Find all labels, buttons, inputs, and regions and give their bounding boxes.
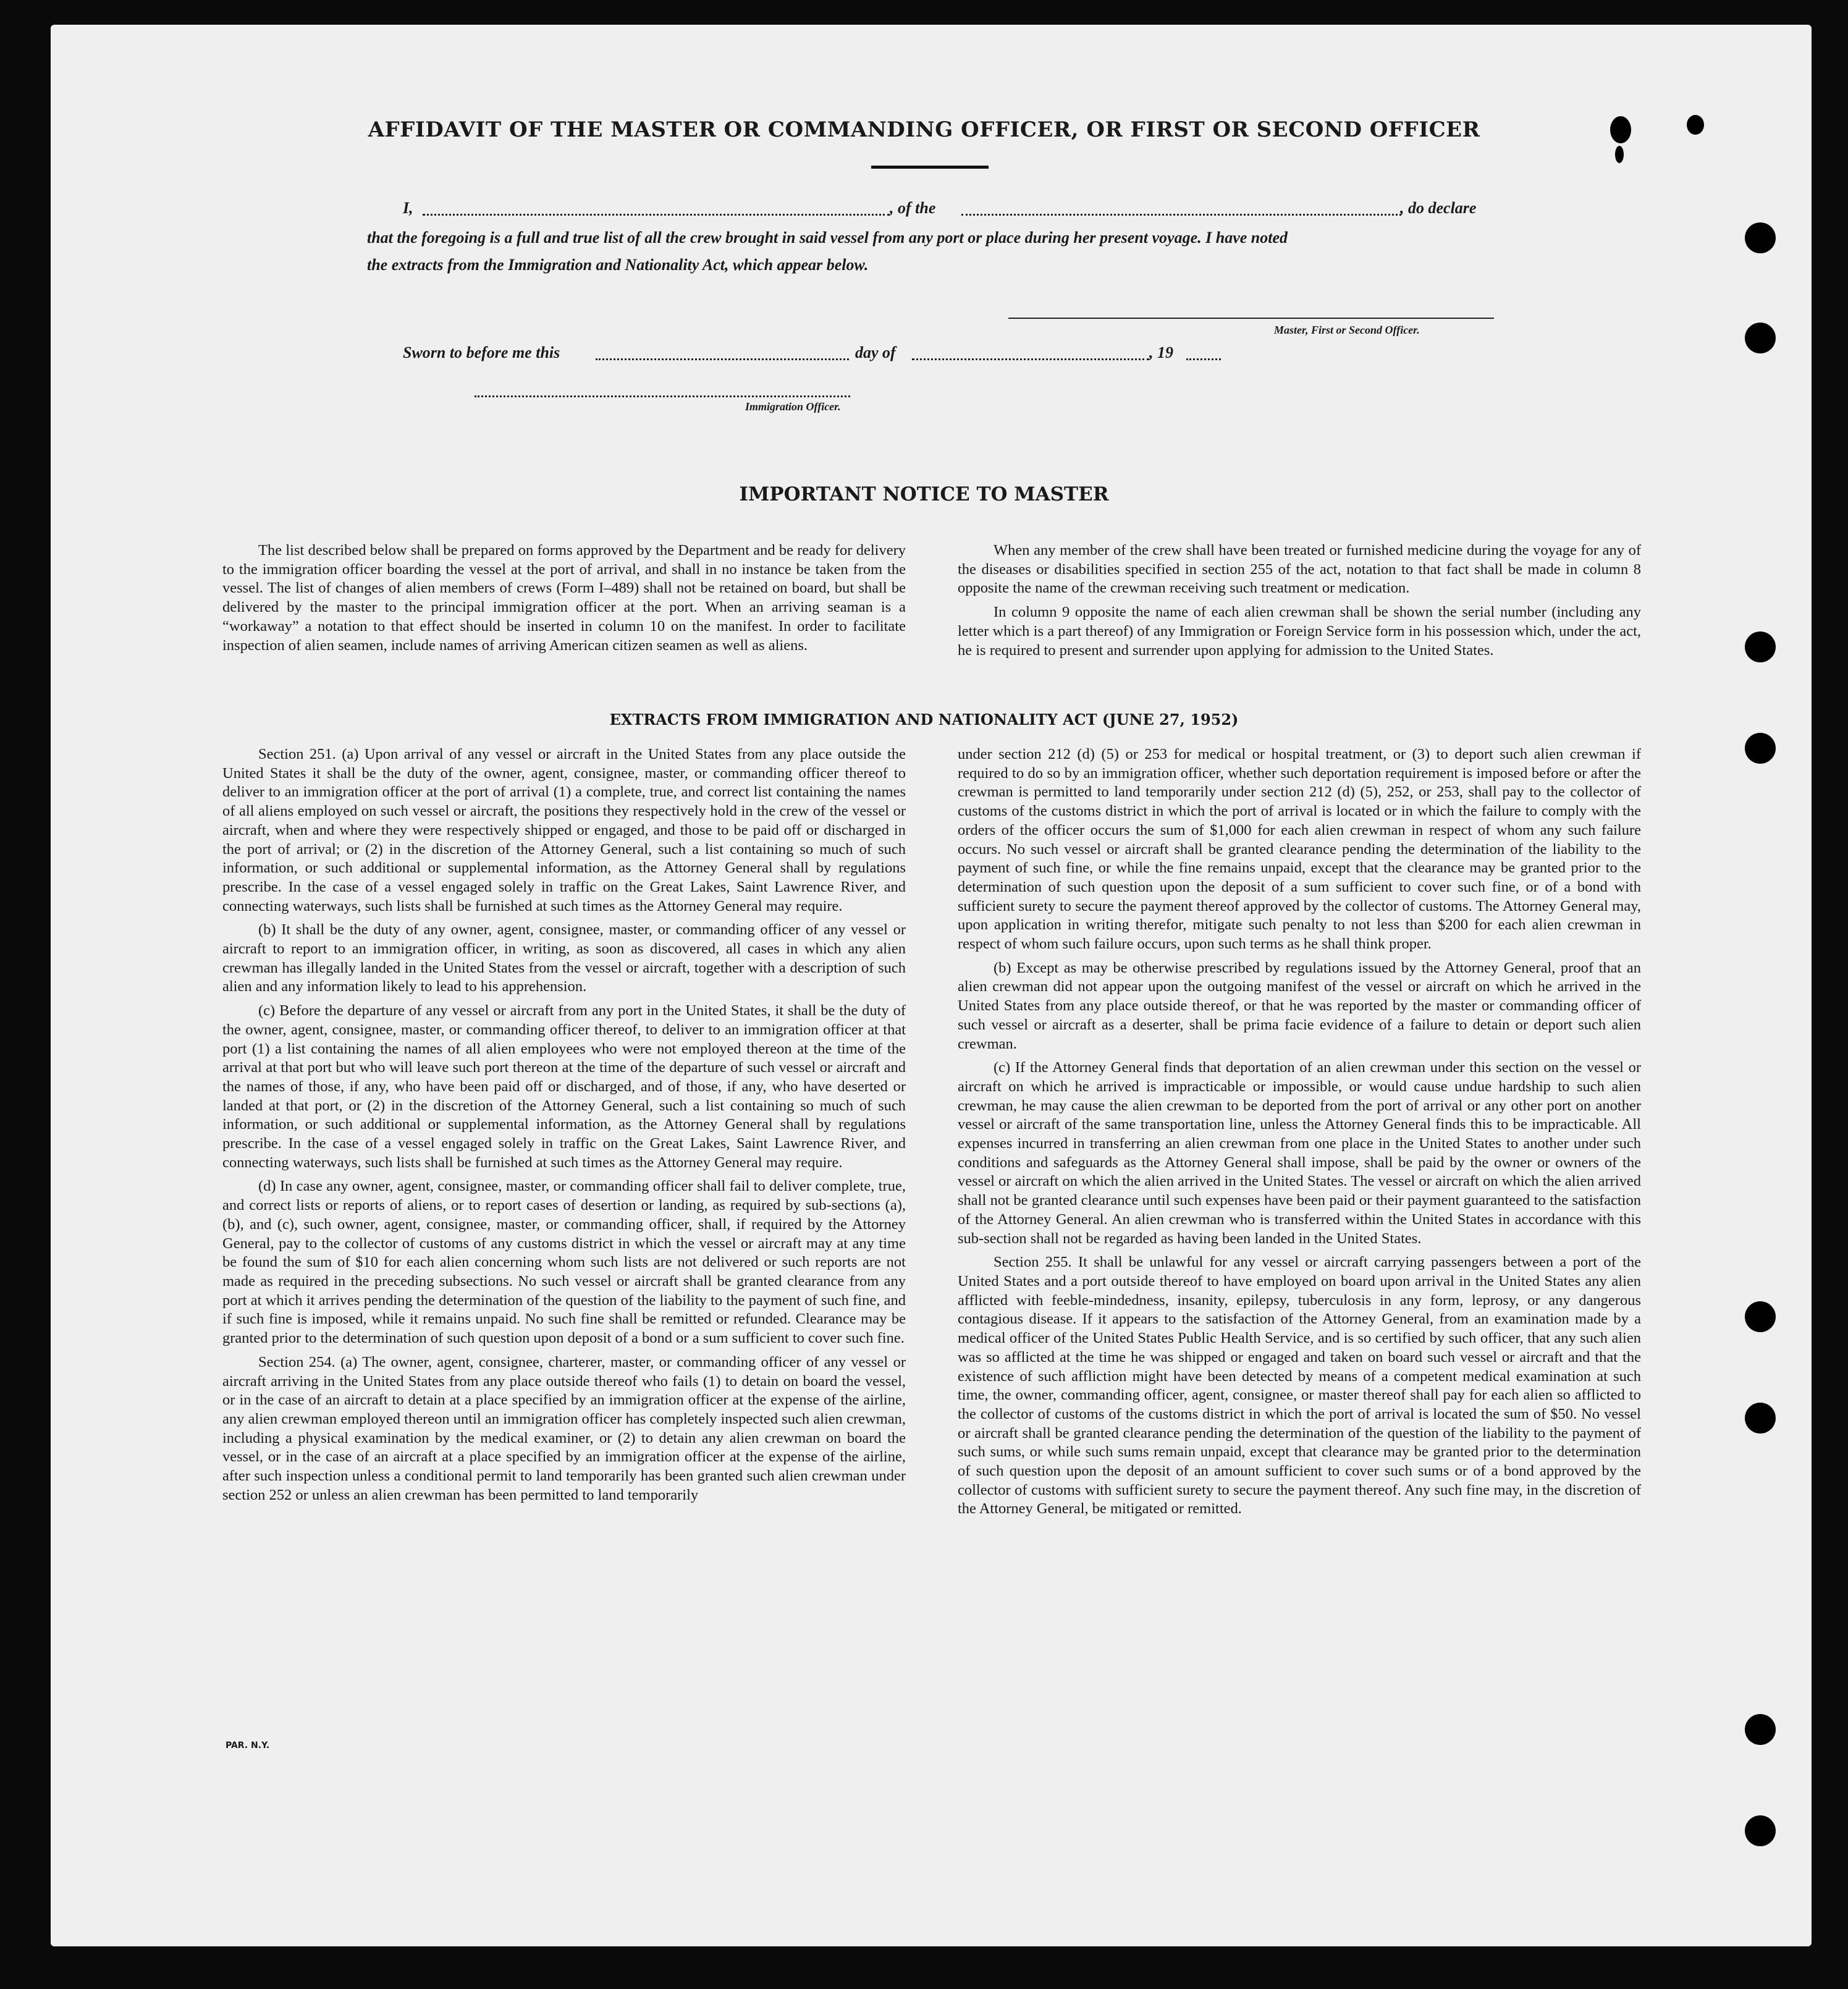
section-254-c: (c) If the Attorney General finds that deportation of an alien crewman under this section on the vessel or aircraft on which he arrived is impracticable or impossible, or would cause undue hardship to such alien crewman, he may cause the alien crewman to be deported from the port of arrival or any other port on another vessel or aircraft of the same transportation line, unless the Attorney General finds this to be impracticable. All expenses incurred in transferring an alien crewman from one place in the United States to another under such conditions and safeguards as the Attorney General shall impose, shall be paid by the owner or owners of the vessel or aircraft on which the alien arrived in the United States. The vessel or aircraft on which the alien arrived shall not be granted clearance until such expenses have been paid or their payment guaranteed to the satisfaction of the Attorney General. An alien crewman who is transferred within the United States in accordance with this sub-section shall not be regarded as having been landed in the United States. (958, 1059, 1641, 1247)
punch-hole (1745, 733, 1776, 764)
section-254-b: (b) Except as may be otherwise prescribed by regulations issued by the Attorney General, proof that an alien crewman did not appear upon the outgoing manifest of the vessel or aircraft on which he arrived in the United States from any place outside thereof, or that he was reported by the master or commanding officer of such vessel or aircraft as a deserter, shall be prima facie evidence of a failure to detain or deport such alien crewman. (958, 959, 1641, 1052)
notice-right-column (958, 541, 1641, 665)
punch-hole (1745, 222, 1776, 253)
title-rule (871, 166, 989, 169)
year-prefix: , 19 (1149, 344, 1173, 361)
section-251-d: (d) In case any owner, agent, consignee, master, or commanding officer shall fail to deliver complete, true, and correct lists or reports of aliens, or to report cases of desertion or landing, as required by sub-sections (a), (b), and (c), such owner, agent, consignee, master, or commanding officer, shall, if required by the Attorney General, pay to the collector of customs of any customs district in which the vessel or aircraft may at any time be found the sum of $10 for each alien concerning whom such lists are not delivered or such reports are not made as required in the preceding subsections. No such vessel or aircraft shall be granted clearance from any port at which it arrives pending the determination of the question of the liability to the payment of such fine, and if such fine is imposed, while it remains unpaid. No such fine shall be remitted or refunded. Clearance may be granted prior to the determination of such question upon deposit of a bond or a sum sufficient to cover such fine. (222, 1178, 906, 1347)
section-251-b: (b) It shall be the duty of any owner, agent, consignee, master, or commanding officer of any vessel or aircraft to report to an immigration officer, in writing, as soon as discovered, all cases in which any alien crewman has illegally landed in the United States from the vessel or aircraft, together with a description of such alien and any information likely to lead to his apprehension. (222, 921, 906, 995)
declaration-of-the: , of the (890, 199, 936, 217)
vessel-field[interactable] (961, 214, 1401, 216)
master-signature-line[interactable] (1008, 318, 1494, 319)
punch-hole (1745, 1301, 1776, 1332)
section-254-a-continued: under section 212 (d) (5) or 253 for medical or hospital treatment, or (3) to deport such alien crewman if required to do so by an immigration officer, whether such deportation requirement is imposed before or after the crewman is permitted to land temporarily under section 212 (d) (5), 252, or 253, shall pay to the collector of customs of the customs district in which the port of arrival is located or in which the failure to comply with the orders of the officer occurs the sum of $1,000 for each alien crewman in respect of whom any such failure occurs. No such vessel or aircraft shall be granted clearance pending the determination of the liability to the payment of such fine, or while the fine remains unpaid, except that the clearance may be granted prior to the determination of such question upon the deposit of a sum sufficient to cover such fine, or of a bond with sufficient surety to secure the payment thereof approved by the collector of customs. The Attorney General may, upon application in writing therefor, mitigate such penalty to not less than $200 for each alien crewman in respect of whom such failure occurs, upon such terms as he shall think proper. (958, 746, 1641, 953)
punch-hole (1745, 1714, 1776, 1745)
officer-signature-line[interactable] (475, 395, 850, 397)
notice-left-column (222, 541, 906, 660)
extracts-left-column (222, 745, 906, 1510)
statement-line-1: that the foregoing is a full and true list of all the crew brought in said vessel from any port or place during her present voyage. I have noted (367, 229, 1288, 247)
notice-paragraph: The list described below shall be prepared on forms approved by the Department and be ready for delivery to the immigration officer boarding the vessel at the port of arrival, and shall in no instance be taken from the vessel. The list of changes of alien members of crews (Form I–489) shall not be retained on board, but shall be delivered by the master to the principal immigration officer at the port. When an arriving seaman is a “workaway” a notation to that effect should be inserted in column 10 on the manifest. In order to facilitate inspection of alien seamen, include names of arriving American citizen seamen as well as aliens. (222, 542, 906, 654)
section-255: Section 255. It shall be unlawful for any vessel or aircraft carrying passengers between a port of the United States and a port outside thereof to have employed on board upon arrival in the United States any alien afflicted with feeble-mindedness, insanity, epilepsy, tuberculosis in any form, leprosy, or any dangerous contagious disease. If it appears to the satisfaction of the Attorney General, from an examination made by a medical officer of the United States Public Health Service, and is so certified by such officer, that any such alien was so afflicted at the time he was shipped or engaged and taken on board such vessel or aircraft and that the existence of such affliction might have been detected by means of a competent medical examination at such time, the owner, commanding officer, agent, consignee, or master thereof shall pay for each alien so afflicted to the collector of customs of the customs district in which the port of arrival is located the sum of $50. No vessel or aircraft shall be granted clearance pending the determination of the question of the liability to the payment of such sums, or while such sums remain unpaid, except that clearance may be granted prior to the determination of such question upon the deposit of an amount sufficient to cover such sums or of a bond approved by the collector of customs with sufficient surety to secure the payment thereof. Any such fine may, in the discretion of the Attorney General, be mitigated or remitted. (958, 1254, 1641, 1518)
sworn-month-field[interactable] (912, 358, 1149, 360)
ink-blot (1615, 146, 1624, 163)
notice-title: IMPORTANT NOTICE TO MASTER (739, 483, 1109, 505)
sworn-day-field[interactable] (596, 358, 849, 360)
affidavit-title: AFFIDAVIT OF THE MASTER OR COMMANDING OFFICER, OR FIRST OR SECOND OFFICER (368, 117, 1480, 142)
notice-paragraph: When any member of the crew shall have been treated or furnished medicine during the voyage for any of the diseases or disabilities specified in section 255 of the act, notation to that fact shall be made in column 8 opposite the name of the crewman receiving such treatment or medication. (958, 542, 1641, 597)
punch-hole (1745, 1815, 1776, 1846)
name-field[interactable] (423, 214, 890, 216)
punch-hole (1745, 631, 1776, 662)
section-254-a: Section 254. (a) The owner, agent, consignee, charterer, master, or commanding officer of any vessel or aircraft arriving in the United States from any place outside thereof who fails (1) to detain on board the vessel, or in the case of an aircraft to detain at a place specified by an immigration officer at the expense of the airline, any alien crewman employed thereon until an immigration officer has completely inspected such alien crewman, including a physical examination by the medical examiner, or (2) to detain any alien crewman on board the vessel, or in the case of an aircraft at a place specified by an immigration officer at the expense of the airline, after such inspection unless a conditional permit to land temporarily has been granted such alien crewman under section 252 or unless an alien crewman has been permitted to land temporarily (222, 1353, 906, 1503)
sworn-label: Sworn to before me this (403, 344, 560, 361)
declaration-i: I, (403, 199, 413, 217)
day-of-label: day of (855, 344, 896, 361)
section-251-c: (c) Before the departure of any vessel or aircraft from any port in the United States, it shall be the duty of the owner, agent, consignee, master, or commanding officer thereof, to deliver to an immigration officer at that port (1) a list containing the names of all alien employees who were not employed thereon at the time of the arrival at that port but who will leave such port thereon at the time of the departure of such vessel or aircraft and the names of those, if any, who have been paid off or discharged, and of those, if any, who have deserted or landed at that port, or (2) in the discretion of the Attorney General, such a list containing so much of such information, or such additional or supplemental information, as the Attorney General shall by regulations prescribe. In the case of a vessel engaged solely in traffic on the Great Lakes, Saint Lawrence River, and connecting waterways, such lists shall be furnished at such times as the Attorney General may require. (222, 1002, 906, 1171)
printer-mark: PAR. N.Y. (226, 1741, 270, 1750)
extracts-right-column (958, 745, 1641, 1524)
notice-paragraph: In column 9 opposite the name of each alien crewman shall be shown the serial number (including any letter which is a part thereof) of any Immigration or Foreign Service form in his possession which, under the act, he is required to present and surrender upon applying for admission to the United States. (958, 604, 1641, 659)
officer-caption: Immigration Officer. (745, 400, 841, 413)
extracts-title: EXTRACTS FROM IMMIGRATION AND NATIONALITY ACT (JUNE 27, 1952) (609, 711, 1239, 728)
punch-hole (1745, 323, 1776, 353)
declaration-do-declare: , do declare (1400, 199, 1477, 217)
statement-line-2: the extracts from the Immigration and Nationality Act, which appear below. (367, 256, 869, 274)
punch-hole (1745, 1403, 1776, 1434)
sworn-year-field[interactable] (1186, 358, 1221, 360)
master-caption: Master, First or Second Officer. (1274, 324, 1420, 336)
section-251-a: Section 251. (a) Upon arrival of any vessel or aircraft in the United States from any place outside the United States it shall be the duty of the owner, agent, consignee, master, or commanding officer thereof to deliver to an immigration officer at the port of arrival (1) a complete, true, and correct list containing the names of all aliens employed on such vessel or aircraft, the positions they respectively hold in the crew of the vessel or aircraft, when and where they were respectively shipped or engaged, and those to be paid off or discharged in the port of arrival; or (2) in the discretion of the Attorney General, such a list containing so much of such information, or such additional or supplemental information, as the Attorney General shall by regulations prescribe. In the case of a vessel engaged solely in traffic on the Great Lakes, Saint Lawrence River, and connecting waterways, such lists shall be furnished at such times as the Attorney General may require. (222, 746, 906, 914)
